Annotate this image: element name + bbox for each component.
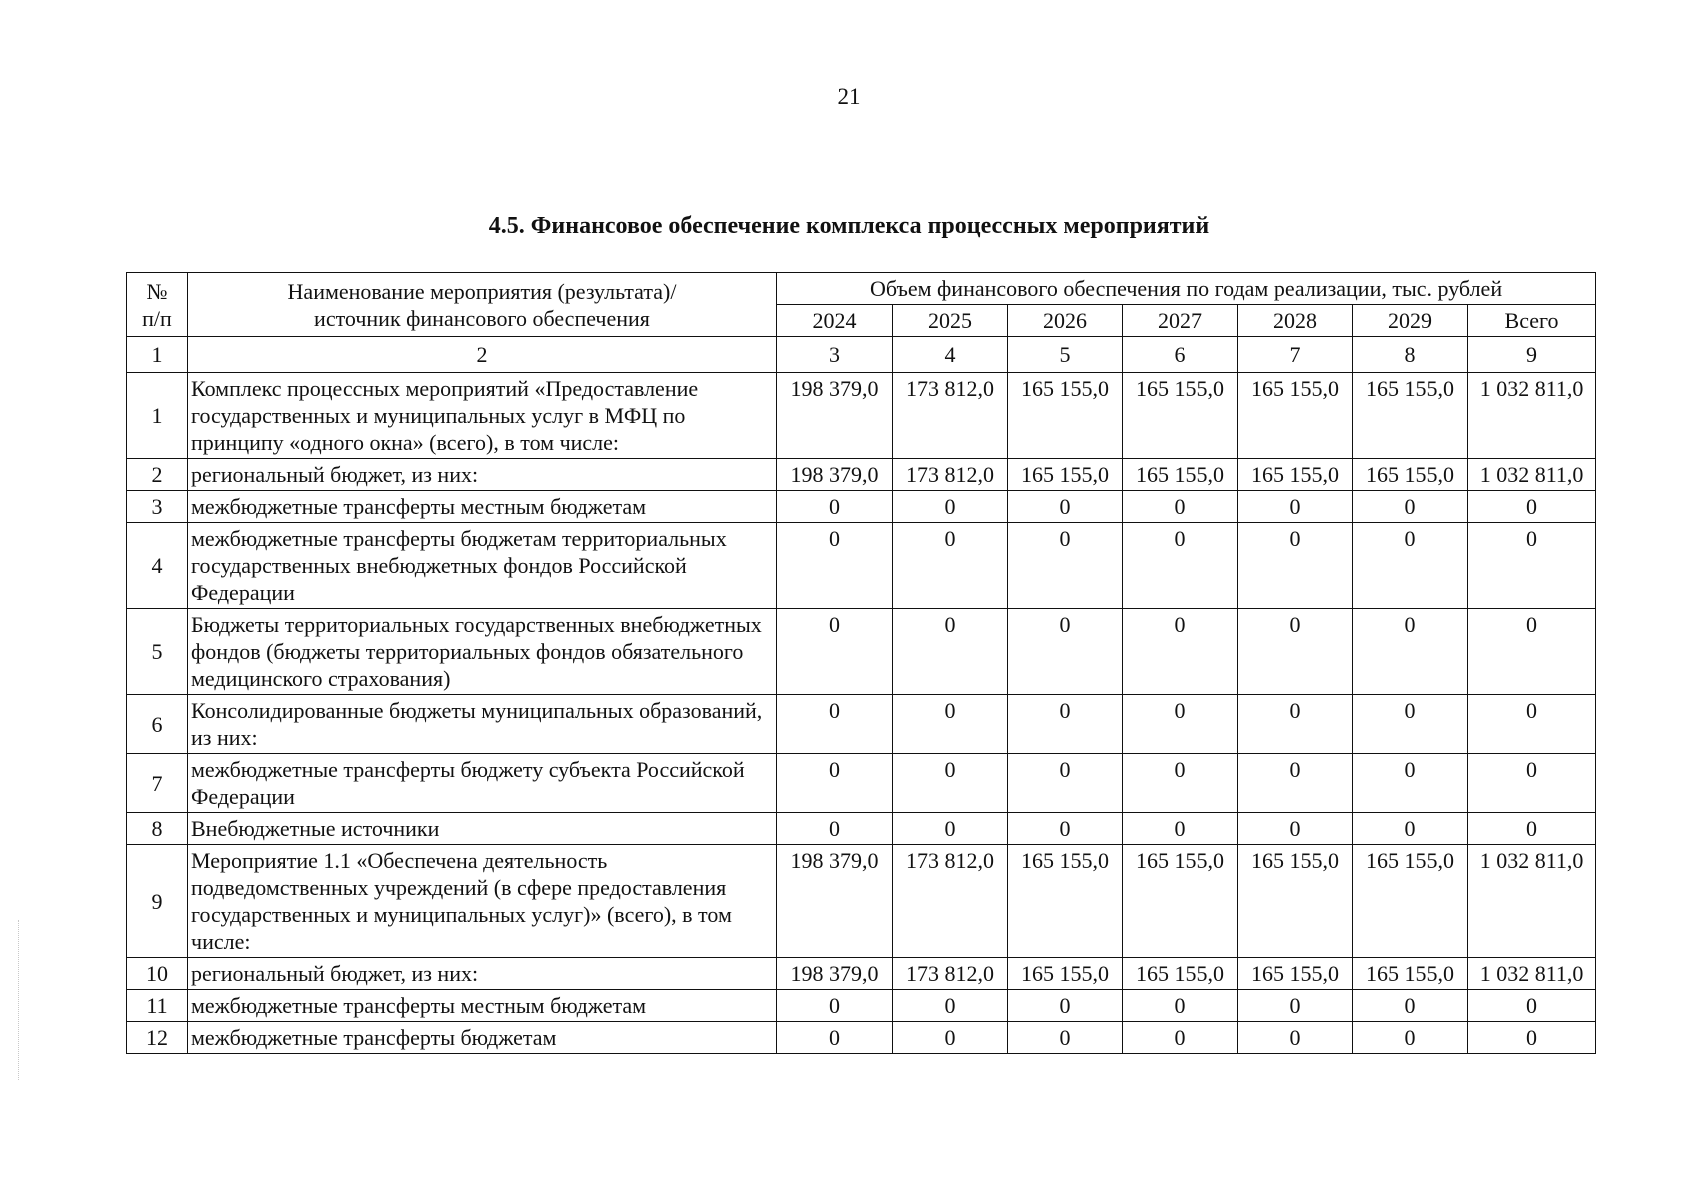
value-cell: 0 [777,813,893,845]
row-name: межбюджетные трансферты бюджету субъекта Российской Федерации [188,754,777,813]
header-name: Наименование мероприятия (результата)/ источник финансового обеспечения [188,273,777,337]
value-cell-total: 0 [1468,491,1596,523]
value-cell: 0 [777,609,893,695]
value-cell: 165 155,0 [1008,958,1123,990]
value-cell: 165 155,0 [1008,459,1123,491]
page-number: 21 [837,84,861,109]
table-row [127,754,1596,813]
value-cell: 0 [1008,695,1123,754]
value-cell: 0 [1353,491,1468,523]
value-cell: 0 [1123,754,1238,813]
value-cell: 0 [1238,754,1353,813]
table-row [127,958,1596,990]
value-cell: 0 [777,523,893,609]
row-name: Мероприятие 1.1 «Обеспечена деятельность подведомственных учреждений (в сфере предоставления государственных и муниципальных услуг)» (всего), в том числе: [188,845,777,958]
value-cell: 0 [893,754,1008,813]
row-name: региональный бюджет, из них: [188,958,777,990]
value-cell: 0 [893,990,1008,1022]
financing-table [126,272,1596,1054]
value-cell-total: 1 032 811,0 [1468,373,1596,459]
row-number: 2 [127,459,188,491]
value-cell-total: 0 [1468,523,1596,609]
value-cell: 0 [1123,609,1238,695]
value-cell: 165 155,0 [1238,459,1353,491]
value-cell: 165 155,0 [1123,459,1238,491]
value-cell: 173 812,0 [893,373,1008,459]
value-cell: 0 [1008,754,1123,813]
value-cell-total: 1 032 811,0 [1468,845,1596,958]
value-cell: 0 [1008,990,1123,1022]
row-number: 5 [127,609,188,695]
column-number: 3 [777,337,893,373]
row-number: 4 [127,523,188,609]
header-year: 2024 [777,305,893,337]
row-name: межбюджетные трансферты бюджетам [188,1022,777,1054]
row-number: 11 [127,990,188,1022]
value-cell: 173 812,0 [893,459,1008,491]
row-name: Консолидированные бюджеты муниципальных образований, из них: [188,695,777,754]
table-body [127,373,1596,1054]
row-name: межбюджетные трансферты бюджетам территориальных государственных внебюджетных фондов Российской Федерации [188,523,777,609]
value-cell: 0 [1123,491,1238,523]
value-cell: 0 [1238,609,1353,695]
row-number: 8 [127,813,188,845]
value-cell: 165 155,0 [1238,958,1353,990]
value-cell: 0 [1238,491,1353,523]
value-cell: 165 155,0 [1123,373,1238,459]
column-number: 1 [127,337,188,373]
column-number: 7 [1238,337,1353,373]
value-cell: 0 [1123,813,1238,845]
value-cell: 0 [1238,523,1353,609]
row-number: 9 [127,845,188,958]
value-cell: 165 155,0 [1123,958,1238,990]
value-cell: 0 [777,754,893,813]
value-cell: 0 [1238,813,1353,845]
table-header [127,273,1596,373]
value-cell: 165 155,0 [1238,373,1353,459]
value-cell-total: 0 [1468,1022,1596,1054]
header-year: 2028 [1238,305,1353,337]
value-cell: 0 [893,523,1008,609]
value-cell: 0 [1008,609,1123,695]
value-cell: 0 [1008,813,1123,845]
row-name: региональный бюджет, из них: [188,459,777,491]
column-number: 5 [1008,337,1123,373]
value-cell-total: 1 032 811,0 [1468,958,1596,990]
value-cell: 198 379,0 [777,845,893,958]
value-cell: 165 155,0 [1238,845,1353,958]
row-name: Бюджеты территориальных государственных внебюджетных фондов (бюджеты территориальных фондов обязательного медицинского страхования) [188,609,777,695]
value-cell: 0 [1353,813,1468,845]
value-cell: 0 [893,609,1008,695]
table-row [127,990,1596,1022]
header-year: 2025 [893,305,1008,337]
row-name: Внебюджетные источники [188,813,777,845]
row-name: Комплекс процессных мероприятий «Предоставление государственных и муниципальных услуг в МФЦ по принципу «одного окна» (всего), в том числе: [188,373,777,459]
value-cell: 0 [1238,990,1353,1022]
header-num: № п/п [127,273,188,337]
value-cell-total: 0 [1468,695,1596,754]
value-cell-total: 0 [1468,813,1596,845]
value-cell: 0 [777,1022,893,1054]
value-cell: 0 [777,695,893,754]
value-cell: 198 379,0 [777,373,893,459]
value-cell: 165 155,0 [1353,373,1468,459]
value-cell: 165 155,0 [1353,958,1468,990]
header-year: 2029 [1353,305,1468,337]
value-cell-total: 0 [1468,609,1596,695]
value-cell: 0 [1353,1022,1468,1054]
scan-margin-marks [18,920,25,1080]
value-cell: 0 [1123,523,1238,609]
value-cell: 0 [893,491,1008,523]
value-cell: 165 155,0 [1353,459,1468,491]
table-row [127,695,1596,754]
value-cell: 165 155,0 [1123,845,1238,958]
row-number: 3 [127,491,188,523]
column-number: 2 [188,337,777,373]
value-cell: 0 [893,1022,1008,1054]
table-row [127,813,1596,845]
value-cell: 0 [1353,523,1468,609]
header-funding-group: Объем финансового обеспечения по годам реализации, тыс. рублей [777,273,1596,305]
header-year: 2027 [1123,305,1238,337]
row-number: 1 [127,373,188,459]
value-cell: 0 [777,990,893,1022]
value-cell: 165 155,0 [1008,373,1123,459]
value-cell: 0 [1353,990,1468,1022]
row-number: 12 [127,1022,188,1054]
value-cell: 165 155,0 [1008,845,1123,958]
column-number: 6 [1123,337,1238,373]
table-row [127,609,1596,695]
column-number: 4 [893,337,1008,373]
row-number: 7 [127,754,188,813]
value-cell: 165 155,0 [1353,845,1468,958]
row-name: межбюджетные трансферты местным бюджетам [188,990,777,1022]
value-cell: 0 [777,491,893,523]
table-row [127,1022,1596,1054]
column-number: 8 [1353,337,1468,373]
value-cell: 0 [1238,695,1353,754]
column-number: 9 [1468,337,1596,373]
value-cell: 0 [893,695,1008,754]
value-cell: 173 812,0 [893,958,1008,990]
row-number: 6 [127,695,188,754]
value-cell: 0 [1008,523,1123,609]
value-cell: 0 [893,813,1008,845]
value-cell: 0 [1008,491,1123,523]
header-year: 2026 [1008,305,1123,337]
document-title: 4.5. Финансовое обеспечение комплекса процессных мероприятий [488,213,1210,239]
value-cell: 0 [1353,754,1468,813]
value-cell: 0 [1123,695,1238,754]
table-row [127,491,1596,523]
value-cell: 198 379,0 [777,958,893,990]
value-cell: 0 [1123,1022,1238,1054]
value-cell: 0 [1353,609,1468,695]
value-cell: 0 [1353,695,1468,754]
table-row [127,845,1596,958]
row-number: 10 [127,958,188,990]
table-row [127,459,1596,491]
table-row [127,523,1596,609]
row-name: межбюджетные трансферты местным бюджетам [188,491,777,523]
value-cell: 0 [1123,990,1238,1022]
value-cell-total: 1 032 811,0 [1468,459,1596,491]
value-cell-total: 0 [1468,754,1596,813]
value-cell: 173 812,0 [893,845,1008,958]
column-numbers-row [127,337,1596,373]
value-cell: 0 [1238,1022,1353,1054]
table-row [127,373,1596,459]
value-cell: 198 379,0 [777,459,893,491]
value-cell: 0 [1008,1022,1123,1054]
header-total: Всего [1468,305,1596,337]
value-cell-total: 0 [1468,990,1596,1022]
